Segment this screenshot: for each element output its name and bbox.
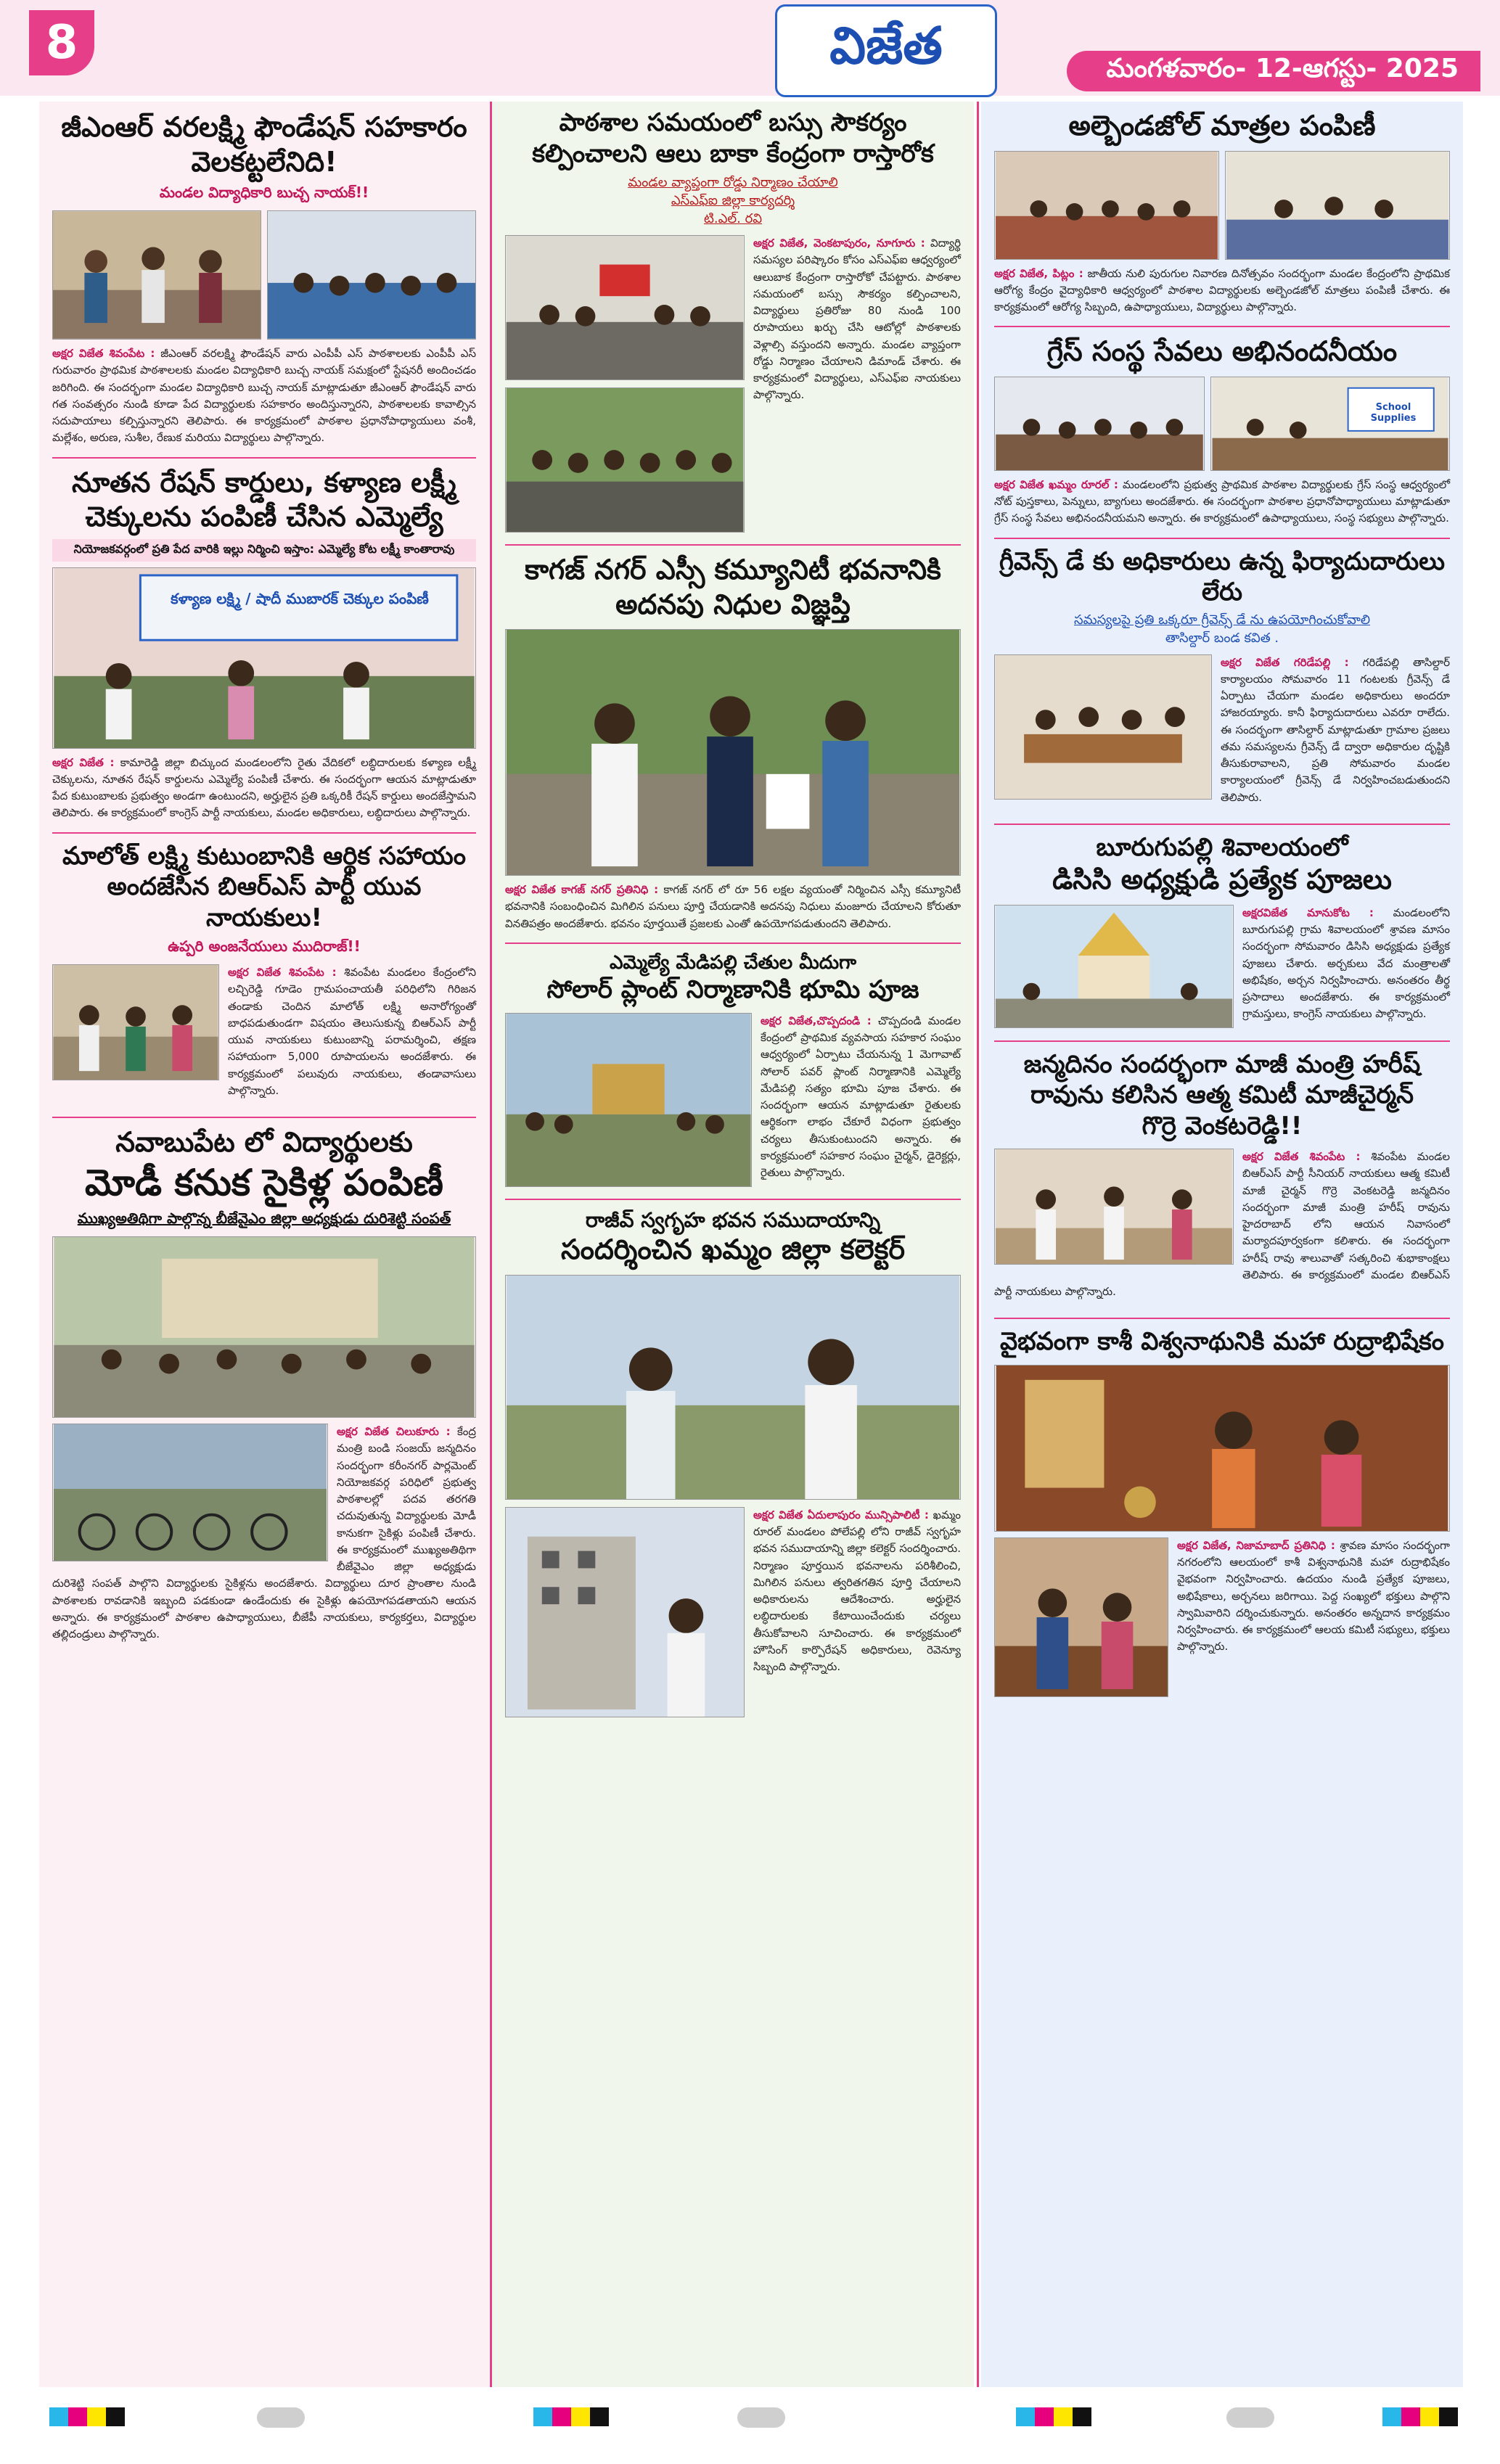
article-financial-aid xyxy=(52,841,476,1110)
column-left xyxy=(39,102,489,2387)
photo-abhishekam xyxy=(994,1365,1450,1532)
body-text: ఖమ్మం రూరల్ మండలం పోలేపల్లి లోని రాజీవ్ స్వగృహ భవన సముదాయాన్ని జిల్లా కలెక్టర్ సందర్శించారు. నిర్మాణం పూర్తయిన భవనాలను పరిశీలించి, మిగిలిన పనులు త్వరితగతిన పూర్తి చేయాలని అధికారులను ఆదేశించారు. అర్హులైన లబ్ధిదారులకు కేటాయించేందుకు చర్యలు తీసుకోవాలని సూచించారు. ఈ కార్యక్రమంలో హౌసింగ్ కార్పొరేషన్ అధికారులు, రెవెన్యూ సిబ్బంది పాల్గొన్నారు. xyxy=(753,1508,961,1673)
dateline: అక్షర విజేత కాగజ్ నగర్ ప్రతినిధి : xyxy=(505,883,659,896)
article-solar-plant xyxy=(505,951,961,1192)
dateline: అక్షర విజేత,చొప్పదండి : xyxy=(761,1014,872,1027)
divider xyxy=(994,1040,1450,1042)
article-shiva-temple xyxy=(994,832,1450,1033)
article-body xyxy=(52,345,476,447)
divider xyxy=(505,943,961,944)
kicker: మండల విద్యాధికారి బుచ్చ నాయక్!! xyxy=(159,184,369,201)
registration-oval xyxy=(1226,2407,1274,2428)
photo-harish-rao-meet xyxy=(994,1149,1234,1265)
issue-date: మంగళవారం- 12-ఆగస్టు- 2025 xyxy=(1106,54,1459,83)
headline: నూతన రేషన్ కార్డులు, కళ్యాణ లక్ష్మీ చెక్కులను పంపిణీ చేసిన ఎమ్మెల్యే xyxy=(72,466,456,533)
dateline: అక్షర విజేత శివంపేట : xyxy=(52,347,155,360)
photo-cycle-meeting xyxy=(52,1236,476,1418)
photo-bhoomi-puja xyxy=(505,1013,752,1187)
photo-students-classroom xyxy=(267,210,476,340)
headline-top: బూరుగుపల్లి శివాలయంలో xyxy=(1096,832,1348,862)
headline: అల్బెండజోల్ మాత్రల పంపిణీ xyxy=(1068,110,1376,141)
headline-top: రాజీవ్ స్వగృహ భవన సముదాయాన్ని xyxy=(585,1208,881,1233)
article-harish-rao-meet xyxy=(994,1049,1450,1311)
kicker-1: మండల వ్యాప్తంగా రోడ్డు నిర్మాణం చేయాలి xyxy=(628,175,838,190)
article-ration-cards xyxy=(52,466,476,822)
dateline: అక్షర విజేత ఖమ్మం రూరల్ : xyxy=(994,477,1118,491)
banner-text: కళ్యాణ లక్ష్మి / షాదీ ముబారక్ చెక్కుల పంపిణీ xyxy=(171,589,429,607)
headline: గ్రీవెన్స్ డే కు అధికారులు ఉన్న ఫిర్యాదుదారులు లేరు xyxy=(999,546,1445,607)
headline: డిసిసి అధ్యక్షుడి ప్రత్యేక పూజలు xyxy=(1052,863,1392,896)
photo-devotees xyxy=(994,1537,1168,1697)
color-registration-strip xyxy=(1016,2407,1091,2426)
photo-grace-banner xyxy=(1210,377,1450,471)
photo-petition-handover xyxy=(505,629,961,876)
body-text: జాతీయ నులి పురుగుల నివారణ దినోత్సవం సందర్భంగా మండల కేంద్రంలోని ప్రాథమిక ఆరోగ్య కేంద్రం వైద్యాధికారి ఆధ్వర్యంలో పాఠశాల విద్యార్థులకు అల్బెండజోల్ మాత్రలు పంపిణీ చేశారు. ఈ కార్యక్రమంలో ఆరోగ్య సిబ్బంది, ఉపాధ్యాయులు, విద్యార్థులు పాల్గొన్నారు. xyxy=(994,266,1450,313)
divider xyxy=(505,1199,961,1200)
dateline: అక్షర విజేత శివంపేట : xyxy=(228,966,337,979)
masthead-logo xyxy=(775,4,997,97)
headline: పాఠశాల సమయంలో బస్సు సౌకర్యం కల్పించాలని ఆలు బాకా కేంద్రంగా రాస్తారోక xyxy=(532,108,934,168)
column-divider xyxy=(977,102,979,2387)
registration-oval xyxy=(737,2407,785,2428)
article-body xyxy=(994,477,1450,527)
headline: సోలార్ ప్లాంట్ నిర్మాణానికి భూమి పూజ xyxy=(546,975,919,1005)
dateline: అక్షర విజేత గరిడేపల్లి : xyxy=(1221,655,1349,669)
divider xyxy=(52,457,476,459)
article-rudrabhishekam xyxy=(994,1326,1450,1655)
kicker: ముఖ్యఅతిథిగా పాల్గొన్న బీజేవైఎం జిల్లా అధ్యక్షుడు దురిశెట్టి సంపత్ xyxy=(77,1210,451,1227)
photo-group-school xyxy=(52,210,261,340)
banner-text: School Supplies xyxy=(1370,401,1417,424)
article-body xyxy=(994,266,1450,316)
color-registration-strip xyxy=(1382,2407,1458,2426)
headline: వైభవంగా కాశీ విశ్వనాథునికి మహా రుద్రాభిషేకం xyxy=(999,1327,1445,1357)
headline: గ్రేస్ సంస్థ సేవలు అభినందనీయం xyxy=(1046,335,1398,368)
body-text: జీఎంఆర్ వరలక్ష్మి ఫౌండేషన్ వారు ఎంపీపీ ఎస్ పాఠశాలలకు ఎంపీపీ ఎస్ గురువారం ప్రాథమిక పాఠశాలలకు మండల విద్యాధికారి బుచ్చ నాయక్ సమక్షంలో స్టేషనరీ అందించడం జరిగింది. ఈ సందర్భంగా మండల విద్యాధికారి బుచ్చ నాయక్ మాట్లాడుతూ జీఎంఆర్ ఫౌండేషన్ వారు గత సంవత్సరం నుండి కూడా పేద విద్యార్థులకు సహకారం అందిస్తున్నారని, పాఠశాలలకు కావాల్సిన సదుపాయాలు కల్పిస్తున్నారని తెలిపారు. ఈ కార్యక్రమంలో పాఠశాల ప్రధానోపాధ్యాయులు వంశీ, మల్లేశం, అరుణ, సుశీల, రేణుక మరియు విద్యార్థులు పాల్గొన్నారు. xyxy=(52,347,476,445)
page-number: 8 xyxy=(29,10,94,75)
photo-grievance-office xyxy=(994,654,1212,800)
dateline: అక్షర విజేత, వెంకటాపురం, నూగూరు : xyxy=(753,237,925,250)
headline-3: గొర్రె వెంకటరెడ్డి!! xyxy=(1142,1111,1303,1141)
registration-oval xyxy=(257,2407,305,2428)
kicker: ఉప్పరి అంజనేయులు ముదిరాజ్!! xyxy=(168,937,361,955)
article-body xyxy=(52,755,476,822)
body-text: మండలంలోని బూరుగుపల్లి గ్రామ శివాలయంలో శ్రావణ మాసం సందర్భంగా సోమవారం డిసిసి అధ్యక్షుడు ప్రత్యేక పూజలు చేశారు. అర్చకులు వేద మంత్రాలతో అభిషేకం, అర్చన నిర్వహించారు. అనంతరం తీర్థ ప్రసాదాలు అందజేశారు. ఈ కార్యక్రమంలో గ్రామస్తులు, కాంగ్రెస్ నాయకులు పాల్గొన్నారు. xyxy=(1242,905,1450,1021)
headline-top: ఎమ్మెల్యే మేడిపల్లి చేతుల మీదుగా xyxy=(609,951,857,974)
kicker-2: తాసిల్దార్ బండ కవిత . xyxy=(1165,630,1279,646)
color-registration-strip xyxy=(533,2407,609,2426)
body-text: మండలంలోని ప్రభుత్వ ప్రాథమిక పాఠశాల విద్యార్థులకు గ్రేస్ సంస్థ ఆధ్వర్యంలో నోట్ పుస్తకాలు, పెన్నులు, బ్యాగులు అందజేశారు. ఈ సందర్భంగా పాఠశాల ప్రధానోపాధ్యాయులు మాట్లాడుతూ గ్రేస్ సంస్థ సేవలు అభినందనీయమని అన్నారు. ఈ కార్యక్రమంలో ఉపాధ్యాయులు, సంస్థ సభ్యులు పాల్గొన్నారు. xyxy=(994,477,1451,525)
article-bus-protest xyxy=(505,107,961,537)
body-text: శ్రావణ మాసం సందర్భంగా నగరంలోని ఆలయంలో కాశీ విశ్వనాథునికి మహా రుద్రాభిషేకం వైభవంగా నిర్వహించారు. ఉదయం నుండి ప్రత్యేక పూజలు, అభిషేకాలు, అర్చనలు జరిగాయి. పెద్ద సంఖ్యలో భక్తులు పాల్గొని స్వామివారిని దర్శించుకున్నారు. అనంతరం అన్నదాన కార్యక్రమం నిర్వహించారు. ఈ కార్యక్రమంలో ఆలయ కమిటీ సభ్యులు, భక్తులు పాల్గొన్నారు. xyxy=(1177,1538,1450,1654)
article-gmr-foundation xyxy=(52,110,476,447)
headline-1: జన్మదినం సందర్భంగా మాజీ మంత్రి హరీష్ xyxy=(1023,1049,1421,1079)
kicker-3: టి.ఎల్. రవి xyxy=(703,211,763,226)
body-text: గరిడేపల్లి తాసిల్దార్ కార్యాలయం సోమవారం 11 గంటలకు గ్రీవెన్స్ డే ఏర్పాటు చేయగా మండల అధికారులు అందరూ హాజరయ్యారు. కానీ ఫిర్యాదుదారులు ఎవరూ రాలేదు. ఈ సందర్భంగా తాసిల్దార్ మాట్లాడుతూ గ్రామాల ప్రజలు తమ సమస్యలను గ్రీవెన్స్ డే ద్వారా అధికారుల దృష్టికి తీసుకురావాలని, ప్రతి సోమవారం మండల కార్యాలయంలో గ్రీవెన్స్ డే నిర్వహించబడుతుందని తెలిపారు. xyxy=(1221,655,1451,804)
date-bar xyxy=(1067,51,1480,91)
column-middle xyxy=(492,102,974,2387)
photo-temple-puja xyxy=(994,905,1234,1028)
article-grace-org xyxy=(994,334,1450,527)
body-text: శివంపేట మండలం కేంద్రంలోని లచ్చిరెడ్డి గూడెం గ్రామపంచాయతీ పరిధిలోని గిరిజన తండాకు చెందిన మాలోత్ లక్ష్మి అనారోగ్యంతో బాధపడుతుండగా విషయం తెలుసుకున్న బిఆర్ఎస్ పార్టీ యువ నాయకులు కుటుంబాన్ని పరామర్శించి, తక్షణ సహాయంగా 5,000 రూపాయలను అందజేశారు. ఈ కార్యక్రమంలో పలువురు నాయకులు, తండావాసులు పాల్గొన్నారు. xyxy=(228,966,476,1097)
kicker: నియోజకవర్గంలో ప్రతి పేద వారికి ఇల్లు నిర్మించి ఇస్తాం: ఎమ్మెల్యే కోట లక్ష్మీ కాంతారావు xyxy=(52,539,476,562)
photo-tablet-distribution-2 xyxy=(1225,151,1450,260)
article-collector-visit xyxy=(505,1207,961,1675)
dateline: అక్షర విజేత, పిట్లం : xyxy=(994,266,1083,280)
photo-housing-building xyxy=(505,1507,745,1717)
dateline: అక్షరవిజేత మానుకోట : xyxy=(1242,905,1374,919)
divider xyxy=(505,544,961,546)
article-community-hall xyxy=(505,553,961,932)
divider xyxy=(994,326,1450,327)
divider xyxy=(994,1318,1450,1319)
dateline: అక్షర విజేత, నిజామాబాద్ ప్రతినిధి : xyxy=(1177,1538,1335,1552)
dateline: అక్షర విజేత చిలుకూరు : xyxy=(337,1425,451,1438)
headline: కాగజ్ నగర్ ఎస్సీ కమ్యూనిటీ భవనానికి అదనపు నిధుల విజ్ఞప్తి xyxy=(525,554,941,620)
headline: సందర్శించిన ఖమ్మం జిల్లా కలెక్టర్ xyxy=(561,1233,905,1266)
photo-protest-road xyxy=(505,235,745,380)
color-registration-strip xyxy=(49,2407,125,2426)
headline-2: రావును కలిసిన ఆత్మ కమిటీ మాజీచైర్మన్ xyxy=(1030,1080,1414,1109)
photo-tablet-distribution-1 xyxy=(994,151,1219,260)
body-text: కామారెడ్డి జిల్లా బిచ్కుంద మండలంలోని రైతు వేదికలో లబ్ధిదారులకు కళ్యాణ లక్ష్మీ చెక్కులను, నూతన రేషన్ కార్డులను ఎమ్మెల్యే పంపిణీ చేశారు. ఈ సందర్భంగా ఆయన మాట్లాడుతూ పేద కుటుంబాలకు ప్రభుత్వం అండగా ఉంటుందని, అర్హులైన ప్రతి ఒక్కరికీ రేషన్ కార్డులు అందజేస్తామని తెలిపారు. ఈ కార్యక్రమంలో కాంగ్రెస్ పార్టీ నాయకులు, మండల అధికారులు, లబ్ధిదారులు పాల్గొన్నారు. xyxy=(52,755,477,820)
headline: జీఎంఆర్ వరలక్ష్మి ఫౌండేషన్ సహకారం వెలకట్టలేనిది! xyxy=(61,111,467,178)
article-body xyxy=(505,882,961,932)
headline: మాలోత్ లక్ష్మి కుటుంబానికి ఆర్థిక సహాయం అందజేసిన బిఆర్ఎస్ పార్టీ యువ నాయకులు! xyxy=(62,841,466,932)
photo-aid-handover xyxy=(52,964,219,1080)
body-text: విద్యార్థి సమస్యల పరిష్కారం కోసం ఎస్ఎఫ్ఐ ఆధ్వర్యంలో ఆలుబాక కేంద్రంగా రాస్తారోకో చేపట్టారు. పాఠశాల సమయంలో బస్సు సౌకర్యం కల్పించాలని, విద్యార్థులు ప్రతిరోజు 80 నుండి 100 రూపాయలు ఖర్చు చేసి ఆటోల్లో పాఠశాలకు వెళ్లాల్సి వస్తుందని అన్నారు. మండల వ్యాప్తంగా రోడ్డు నిర్మాణం చేయాలని డిమాండ్ చేశారు. ఈ కార్యక్రమంలో విద్యార్థులు, ఎస్ఎఫ్ఐ నాయకులు పాల్గొన్నారు. xyxy=(753,237,961,402)
article-grievance-day xyxy=(994,546,1450,816)
headline-main: మోడీ కనుక సైకిళ్ల పంపిణీ xyxy=(85,1161,443,1204)
article-albendazole xyxy=(994,109,1450,316)
dateline: అక్షర విజేత శివంపేట : xyxy=(1242,1150,1361,1163)
column-right xyxy=(981,102,1463,2387)
divider xyxy=(52,1117,476,1118)
photo-collector-site xyxy=(505,1275,961,1500)
photo-protest-students xyxy=(505,387,745,533)
article-cycles xyxy=(52,1125,476,1643)
photo-grace-students xyxy=(994,377,1205,471)
divider xyxy=(52,832,476,834)
body-text: చొప్పదండి మండల కేంద్రంలో ప్రాథమిక వ్యవసాయ సహకార సంఘం ఆధ్వర్యంలో ఏర్పాటు చేయనున్న 1 మెగావాట్ సోలార్ పవర్ ప్లాంట్ నిర్మాణానికి ఎమ్మెల్యే మేడిపల్లి సత్యం భూమి పూజ చేశారు. ఈ సందర్భంగా ఆయన మాట్లాడుతూ రైతులకు ఆర్థికంగా లాభం చేకూరే విధంగా ప్రభుత్వం చర్యలు తీసుకుంటుందని అన్నారు. ఈ కార్యక్రమంలో సహకార సంఘం చైర్మన్, డైరెక్టర్లు, రైతులు పాల్గొన్నారు. xyxy=(761,1014,961,1179)
masthead-title: విజేత xyxy=(829,15,943,75)
body-text: కాగజ్ నగర్ లో రూ 56 లక్షల వ్యయంతో నిర్మించిన ఎస్సీ కమ్యూనిటీ భవనానికి సంబంధించిన మిగిలిన పనులు పూర్తి చేయడానికి అదనపు నిధులు మంజూరు చేయాలని కోరుతూ వినతిపత్రం అందజేశారు. భవనం పూర్తయితే ప్రజలకు ఎంతో ఉపయోగపడుతుందని తెలిపారు. xyxy=(505,883,961,930)
kicker-2: ఎస్ఎఫ్ఐ జిల్లా కార్యదర్శి xyxy=(671,193,795,208)
divider xyxy=(994,538,1450,539)
dateline: అక్షర విజేత : xyxy=(52,755,115,769)
photo-cycles-row xyxy=(52,1424,328,1561)
kicker: సమస్యలపై ప్రతి ఒక్కరూ గ్రీవెన్స్ డే ను ఉపయోగించుకోవాలి xyxy=(1073,612,1371,628)
headline: నవాబుపేట లో విద్యార్థులకు xyxy=(115,1126,413,1158)
photo-ration-card-event xyxy=(52,567,476,749)
divider xyxy=(994,824,1450,825)
body-text: శివంపేట మండల బిఆర్ఎస్ పార్టీ సీనియర్ నాయకులు ఆత్మ కమిటీ మాజీ చైర్మన్ గొర్రె వెంకటరెడ్డి జన్మదినం సందర్భంగా మాజీ మంత్రి హరీష్ రావును హైదరాబాద్ లోని ఆయన నివాసంలో మర్యాదపూర్వకంగా కలిశారు. ఈ సందర్భంగా హరీష్ రావు శాలువాతో సత్కరించి శుభాకాంక్షలు తెలిపారు. ఈ కార్యక్రమంలో మండల బిఆర్ఎస్ పార్టీ నాయకులు పాల్గొన్నారు. xyxy=(994,1150,1450,1298)
body-text: కేంద్ర మంత్రి బండి సంజయ్ జన్మదినం సందర్భంగా కరీంనగర్ పార్లమెంట్ నియోజకవర్గ పరిధిలో ప్రభుత్వ పాఠశాలల్లో పదవ తరగతి చదువుతున్న విద్యార్థులకు మోడీ కానుకగా సైకిళ్లు పంపిణీ చేశారు. ఈ కార్యక్రమంలో ముఖ్యఅతిథిగా బీజేవైఎం జిల్లా అధ్యక్షుడు దురిశెట్టి సంపత్ పాల్గొని విద్యార్థులకు సైకిళ్లను అందజేశారు. విద్యార్థులు దూర ప్రాంతాల నుండి పాఠశాలకు రావడానికి ఇబ్బంది పడకుండా ఉండేందుకు ఈ సైకిళ్లు ఉపయోగపడతాయని ఆయన అన్నారు. ఈ కార్యక్రమంలో పాఠశాల ఉపాధ్యాయులు, బీజేపీ నాయకులు, కార్యకర్తలు, విద్యార్థుల తల్లిదండ్రులు పాల్గొన్నారు. xyxy=(52,1425,476,1640)
dateline: అక్షర విజేత ఏదులాపురం మున్సిపాలిటీ : xyxy=(753,1508,929,1521)
